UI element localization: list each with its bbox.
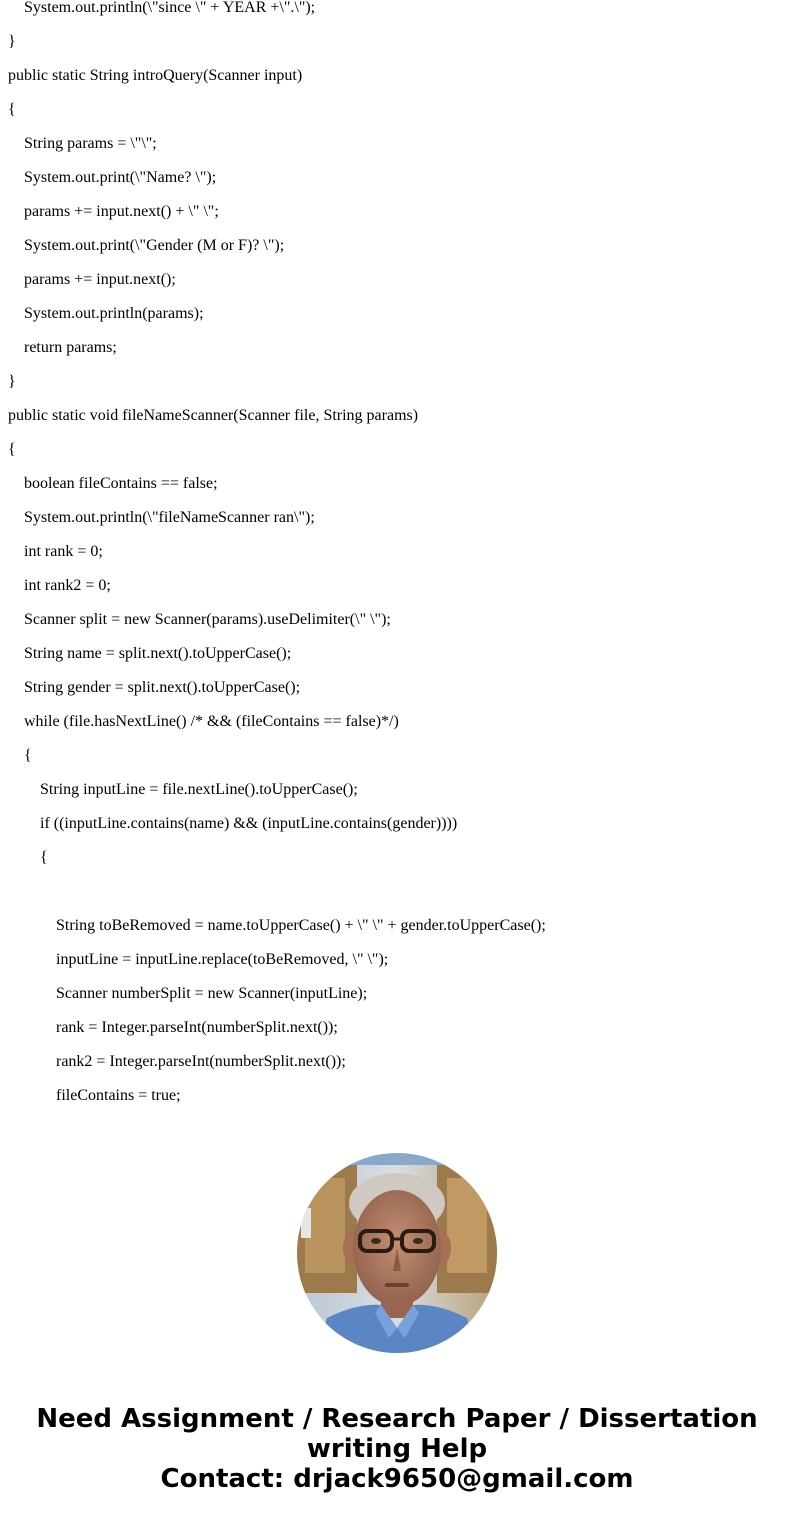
code-line: System.out.println(\"since \" + YEAR +\".\");	[24, 0, 316, 16]
code-line: Scanner split = new Scanner(params).useDelimiter(\" \");	[24, 611, 391, 628]
code-line: int rank = 0;	[24, 543, 103, 560]
footer-headline: Need Assignment / Research Paper / Dissertation	[36, 1404, 758, 1434]
code-line: System.out.print(\"Name? \");	[24, 169, 217, 186]
code-line: String inputLine = file.nextLine().toUpperCase();	[40, 781, 358, 798]
code-line: {	[24, 747, 32, 764]
code-line: params += input.next() + \" \";	[24, 203, 219, 220]
code-line: inputLine = inputLine.replace(toBeRemoved, \" \");	[56, 951, 389, 968]
code-line: fileContains = true;	[56, 1087, 181, 1104]
contact-banner	[0, 1404, 794, 1494]
code-line: String params = \"\";	[24, 135, 157, 152]
author-photo	[297, 1153, 497, 1353]
code-line: while (file.hasNextLine() /* && (fileContains == false)*/)	[24, 713, 399, 730]
footer-subheadline: writing Help	[306, 1434, 488, 1464]
code-line: {	[8, 441, 16, 458]
code-line: {	[8, 101, 16, 118]
code-line: public static String introQuery(Scanner input)	[8, 67, 303, 84]
code-line: params += input.next();	[24, 271, 176, 288]
code-line: rank2 = Integer.parseInt(numberSplit.next());	[56, 1053, 346, 1070]
code-line: System.out.println(params);	[24, 305, 204, 322]
code-line: int rank2 = 0;	[24, 577, 111, 594]
code-line: String gender = split.next().toUpperCase();	[24, 679, 301, 696]
code-line: return params;	[24, 339, 117, 356]
code-line: boolean fileContains == false;	[24, 475, 218, 492]
footer-contact-email: Contact: drjack9650@gmail.com	[160, 1464, 634, 1494]
code-line: public static void fileNameScanner(Scanner file, String params)	[8, 407, 419, 424]
code-line: Scanner numberSplit = new Scanner(inputLine);	[56, 985, 368, 1002]
code-line: System.out.println(\"fileNameScanner ran\");	[24, 509, 315, 526]
code-line: rank = Integer.parseInt(numberSplit.next());	[56, 1019, 338, 1036]
code-line: }	[8, 33, 16, 50]
code-line: {	[40, 849, 48, 866]
code-line: System.out.print(\"Gender (M or F)? \");	[24, 237, 285, 254]
code-line: if ((inputLine.contains(name) && (inputLine.contains(gender))))	[40, 815, 458, 832]
code-line: }	[8, 373, 16, 390]
portrait-image	[297, 1153, 497, 1353]
code-line: String toBeRemoved = name.toUpperCase() + \" \" + gender.toUpperCase();	[56, 917, 546, 934]
code-line: String name = split.next().toUpperCase();	[24, 645, 292, 662]
